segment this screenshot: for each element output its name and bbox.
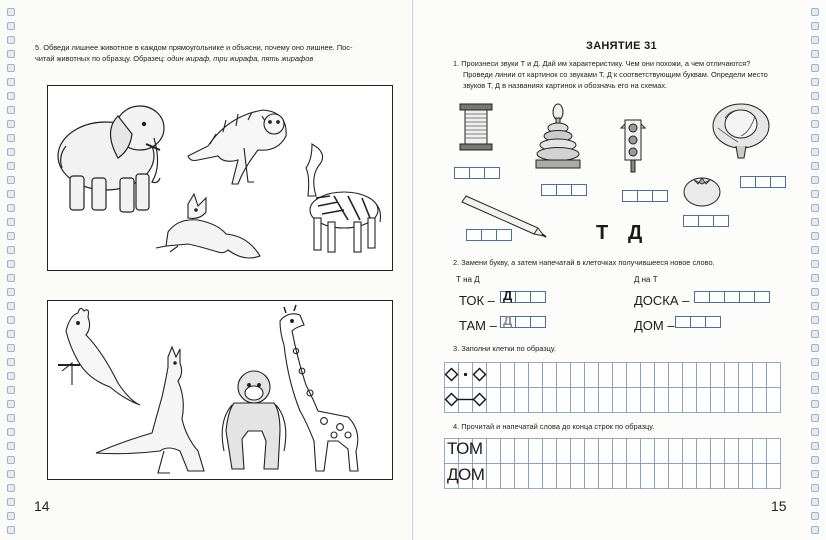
grid-cell[interactable] xyxy=(655,363,669,388)
grid-cell[interactable] xyxy=(697,363,711,388)
spiral-hole xyxy=(811,456,819,464)
spiral-hole xyxy=(7,106,15,114)
task-2-text: 2. Замени букву, а затем напечатай в клеточках получившееся новое слово. xyxy=(453,258,715,267)
spiral-hole xyxy=(811,260,819,268)
letter-d[interactable]: Д xyxy=(628,222,643,244)
grid-cell[interactable] xyxy=(501,464,515,489)
spiral-hole xyxy=(7,428,15,436)
grid-cell[interactable] xyxy=(585,439,599,464)
grid-cell[interactable] xyxy=(683,363,697,388)
grid-cell[interactable] xyxy=(753,439,767,464)
grid-cell[interactable] xyxy=(627,388,641,413)
spiral-hole xyxy=(811,106,819,114)
grid-cell[interactable] xyxy=(571,464,585,489)
grid-cell[interactable] xyxy=(767,363,781,388)
tiger-icon[interactable] xyxy=(188,110,286,184)
spiral-hole xyxy=(811,134,819,142)
spiral-hole xyxy=(811,484,819,492)
spiral-hole xyxy=(811,470,819,478)
spiral-hole xyxy=(7,246,15,254)
grid-cell[interactable] xyxy=(487,363,501,388)
grid-cell[interactable] xyxy=(501,439,515,464)
grid-cell[interactable] xyxy=(725,363,739,388)
grid-cell[interactable] xyxy=(725,464,739,489)
spiral-hole xyxy=(7,190,15,198)
grid-cell[interactable] xyxy=(739,439,753,464)
task-5-text: 5. Обведи лишнее животное в каждом прямоугольнике и объясни, почему оно лишнее. Пос- читай животных по образцу. Образец: один жираф, три жирафа, пять жирафов xyxy=(35,43,353,63)
scheme-cabbage[interactable] xyxy=(740,176,786,188)
spiral-hole xyxy=(7,148,15,156)
spiral-hole xyxy=(811,92,819,100)
elephant-icon[interactable] xyxy=(58,106,164,212)
grid-cell[interactable] xyxy=(585,363,599,388)
grid-cell[interactable] xyxy=(515,464,529,489)
word-tok: ТОК – xyxy=(459,293,495,308)
spiral-hole xyxy=(7,372,15,380)
grid-cell[interactable] xyxy=(557,388,571,413)
grid-cell[interactable] xyxy=(683,464,697,489)
grid-cell[interactable] xyxy=(627,439,641,464)
spiral-hole xyxy=(811,512,819,520)
spiral-hole xyxy=(811,316,819,324)
page-number-right: 15 xyxy=(771,498,787,514)
grid-cell[interactable] xyxy=(599,363,613,388)
grid-cell[interactable] xyxy=(641,464,655,489)
spiral-hole xyxy=(7,456,15,464)
grid-cell[interactable] xyxy=(613,464,627,489)
grid-cell[interactable] xyxy=(529,439,543,464)
grid-cell[interactable] xyxy=(599,464,613,489)
spiral-hole xyxy=(811,526,819,534)
spiral-hole xyxy=(7,176,15,184)
lesson-title: ЗАНЯТИЕ 31 xyxy=(586,40,657,52)
grid-cell[interactable] xyxy=(543,439,557,464)
spiral-hole xyxy=(7,162,15,170)
grid-cell[interactable] xyxy=(711,388,725,413)
thread-spool-icon[interactable] xyxy=(456,100,496,154)
spiral-hole xyxy=(7,22,15,30)
spiral-hole xyxy=(811,120,819,128)
grid-cell[interactable] xyxy=(669,388,683,413)
grid-cell[interactable] xyxy=(683,439,697,464)
grid-cell[interactable] xyxy=(767,464,781,489)
spiral-hole xyxy=(811,8,819,16)
task-3-grid[interactable] xyxy=(444,362,784,414)
spiral-hole xyxy=(7,218,15,226)
spiral-hole xyxy=(811,442,819,450)
label-t-to-d: Т на Д xyxy=(456,275,480,284)
grid-cell[interactable] xyxy=(487,464,501,489)
task-4-grid[interactable] xyxy=(444,438,784,490)
grid-cell[interactable] xyxy=(725,439,739,464)
grid-cell[interactable] xyxy=(655,388,669,413)
spiral-hole xyxy=(7,78,15,86)
grid-cell[interactable] xyxy=(627,363,641,388)
grid-cell[interactable] xyxy=(543,388,557,413)
grid-cell[interactable] xyxy=(711,464,725,489)
grid-cell[interactable] xyxy=(669,439,683,464)
grid-cell[interactable] xyxy=(599,388,613,413)
grid-cell[interactable] xyxy=(487,388,501,413)
grid-cell[interactable] xyxy=(543,363,557,388)
parrot-icon[interactable] xyxy=(58,308,140,405)
grid-cell[interactable] xyxy=(557,464,571,489)
word-dom: ДОМ – xyxy=(634,318,675,333)
tomato-icon[interactable] xyxy=(680,170,724,210)
sample-word-tom: ТОМ xyxy=(447,439,483,458)
grid-cell[interactable] xyxy=(501,388,515,413)
spiral-hole xyxy=(7,274,15,282)
spiral-hole xyxy=(7,512,15,520)
grid-cell[interactable] xyxy=(669,464,683,489)
monkey-icon[interactable] xyxy=(222,371,286,469)
scheme-pencil[interactable] xyxy=(466,229,512,241)
grid-cell[interactable] xyxy=(585,388,599,413)
spiral-hole xyxy=(811,288,819,296)
spiral-hole xyxy=(811,386,819,394)
spiral-hole xyxy=(811,274,819,282)
spiral-hole xyxy=(7,288,15,296)
task-3-text: 3. Заполни клетки по образцу. xyxy=(453,344,556,353)
spiral-hole xyxy=(811,400,819,408)
spiral-hole xyxy=(7,316,15,324)
spiral-hole xyxy=(7,400,15,408)
grid-cell[interactable] xyxy=(711,439,725,464)
grid-cell[interactable] xyxy=(767,439,781,464)
scheme-traffic-light[interactable] xyxy=(622,190,668,202)
spiral-hole xyxy=(7,344,15,352)
spiral-hole xyxy=(7,414,15,422)
scheme-pyramid[interactable] xyxy=(541,184,587,196)
spiral-hole xyxy=(811,50,819,58)
answer-dom-cells[interactable] xyxy=(675,316,721,328)
spiral-hole xyxy=(811,358,819,366)
grid-cell[interactable] xyxy=(655,439,669,464)
spiral-binding-left xyxy=(0,0,22,540)
grid-cell[interactable] xyxy=(501,363,515,388)
label-d-to-t: Д на Т xyxy=(634,275,658,284)
grid-cell[interactable] xyxy=(697,464,711,489)
animal-box-2[interactable] xyxy=(47,300,393,480)
grid-cell[interactable] xyxy=(599,439,613,464)
giraffe-icon[interactable] xyxy=(280,305,358,471)
word-tam: ТАМ – xyxy=(459,318,497,333)
grid-cell[interactable] xyxy=(585,464,599,489)
grid-cell[interactable] xyxy=(753,388,767,413)
grid-cell[interactable] xyxy=(725,388,739,413)
answer-tok-cells[interactable] xyxy=(500,288,546,303)
spiral-hole xyxy=(811,190,819,198)
pyramid-toy-icon[interactable] xyxy=(533,102,583,174)
spiral-hole xyxy=(811,498,819,506)
spiral-hole xyxy=(7,8,15,16)
grid-cell[interactable] xyxy=(543,464,557,489)
spiral-hole xyxy=(7,302,15,310)
spiral-hole xyxy=(7,484,15,492)
spiral-hole xyxy=(7,526,15,534)
sample-dot-shape xyxy=(464,373,467,376)
spiral-hole xyxy=(811,162,819,170)
zebra-icon[interactable] xyxy=(306,144,381,252)
page-number-left: 14 xyxy=(34,498,50,514)
grid-cell[interactable] xyxy=(613,363,627,388)
spiral-hole xyxy=(7,260,15,268)
traffic-light-icon[interactable] xyxy=(620,114,646,174)
spiral-hole xyxy=(811,218,819,226)
spiral-hole xyxy=(811,204,819,212)
grid-cell[interactable] xyxy=(529,464,543,489)
grid-cell[interactable] xyxy=(683,388,697,413)
spiral-binding-right xyxy=(804,0,826,540)
spiral-hole xyxy=(7,92,15,100)
grid-cell[interactable] xyxy=(529,388,543,413)
kangaroo-icon[interactable] xyxy=(96,347,204,473)
answer-doska-cells[interactable] xyxy=(694,291,770,303)
spiral-hole xyxy=(7,358,15,366)
animal-box-1[interactable] xyxy=(47,85,393,271)
grid-cell[interactable] xyxy=(669,363,683,388)
grid-cell[interactable] xyxy=(557,363,571,388)
grid-cell[interactable] xyxy=(613,439,627,464)
spiral-hole xyxy=(7,204,15,212)
spiral-hole xyxy=(811,344,819,352)
grid-cell[interactable] xyxy=(641,439,655,464)
task-4-text: 4. Прочитай и напечатай слова до конца строк по образцу. xyxy=(453,422,655,431)
spiral-hole xyxy=(811,232,819,240)
grid-cell[interactable] xyxy=(739,363,753,388)
answer-tam-cells[interactable] xyxy=(500,313,546,328)
task-5-example: один жираф, три жирафа, пять жирафов xyxy=(167,54,314,63)
spiral-hole xyxy=(811,36,819,44)
spiral-hole xyxy=(7,330,15,338)
spiral-hole xyxy=(811,246,819,254)
word-doska: ДОСКА – xyxy=(634,293,690,308)
grid-cell[interactable] xyxy=(753,363,767,388)
spiral-hole xyxy=(7,470,15,478)
spiral-hole xyxy=(811,22,819,30)
grid-cell[interactable] xyxy=(641,388,655,413)
scheme-thread[interactable] xyxy=(454,167,500,179)
spiral-hole xyxy=(811,176,819,184)
grid-cell[interactable] xyxy=(697,388,711,413)
spiral-hole xyxy=(7,134,15,142)
grid-cell[interactable] xyxy=(571,439,585,464)
fox-icon[interactable] xyxy=(156,194,260,258)
grid-cell[interactable] xyxy=(515,388,529,413)
spiral-hole xyxy=(811,330,819,338)
animal-box-1-drawing xyxy=(48,86,394,272)
task-1-text: 1. Произнеси звуки Т и Д. Дай им характеристику. Чем они похожи, а чем отличаются? Проведи линии от картинок со звуками Т, Д к соответствующим буквам. Определи место звуков Т, Д в названиях картинок и обозначь его на схемах. xyxy=(453,59,768,90)
grid-cell[interactable] xyxy=(655,464,669,489)
spiral-hole xyxy=(811,302,819,310)
grid-cell[interactable] xyxy=(697,439,711,464)
spiral-hole xyxy=(811,372,819,380)
spiral-hole xyxy=(7,120,15,128)
spiral-hole xyxy=(7,386,15,394)
hint-letter-1: Д xyxy=(503,288,513,303)
grid-cell[interactable] xyxy=(627,464,641,489)
spiral-hole xyxy=(811,428,819,436)
spiral-hole xyxy=(7,498,15,506)
spiral-hole xyxy=(7,232,15,240)
grid-cell[interactable] xyxy=(739,464,753,489)
spiral-hole xyxy=(811,64,819,72)
spiral-hole xyxy=(7,64,15,72)
spiral-hole xyxy=(7,50,15,58)
spiral-hole xyxy=(811,148,819,156)
grid-cell[interactable] xyxy=(753,464,767,489)
spiral-hole xyxy=(811,414,819,422)
grid-cell[interactable] xyxy=(711,363,725,388)
grid-cell[interactable] xyxy=(571,388,585,413)
hint-letter-2: Д xyxy=(503,313,513,328)
spiral-hole xyxy=(7,442,15,450)
sample-word-dom: ДОМ xyxy=(447,465,485,484)
spiral-hole xyxy=(811,78,819,86)
grid-cell[interactable] xyxy=(739,388,753,413)
grid-cell[interactable] xyxy=(641,363,655,388)
grid-cell[interactable] xyxy=(767,388,781,413)
cabbage-icon[interactable] xyxy=(710,96,772,160)
grid-cell[interactable] xyxy=(613,388,627,413)
grid-cell[interactable] xyxy=(529,363,543,388)
spiral-hole xyxy=(7,36,15,44)
grid-cell[interactable] xyxy=(571,363,585,388)
grid-cell[interactable] xyxy=(557,439,571,464)
grid-cell[interactable] xyxy=(515,439,529,464)
grid-cell[interactable] xyxy=(487,439,501,464)
scheme-tomato[interactable] xyxy=(683,215,729,227)
animal-box-2-drawing xyxy=(48,301,394,481)
grid-cell[interactable] xyxy=(515,363,529,388)
letter-t[interactable]: Т xyxy=(596,222,609,244)
